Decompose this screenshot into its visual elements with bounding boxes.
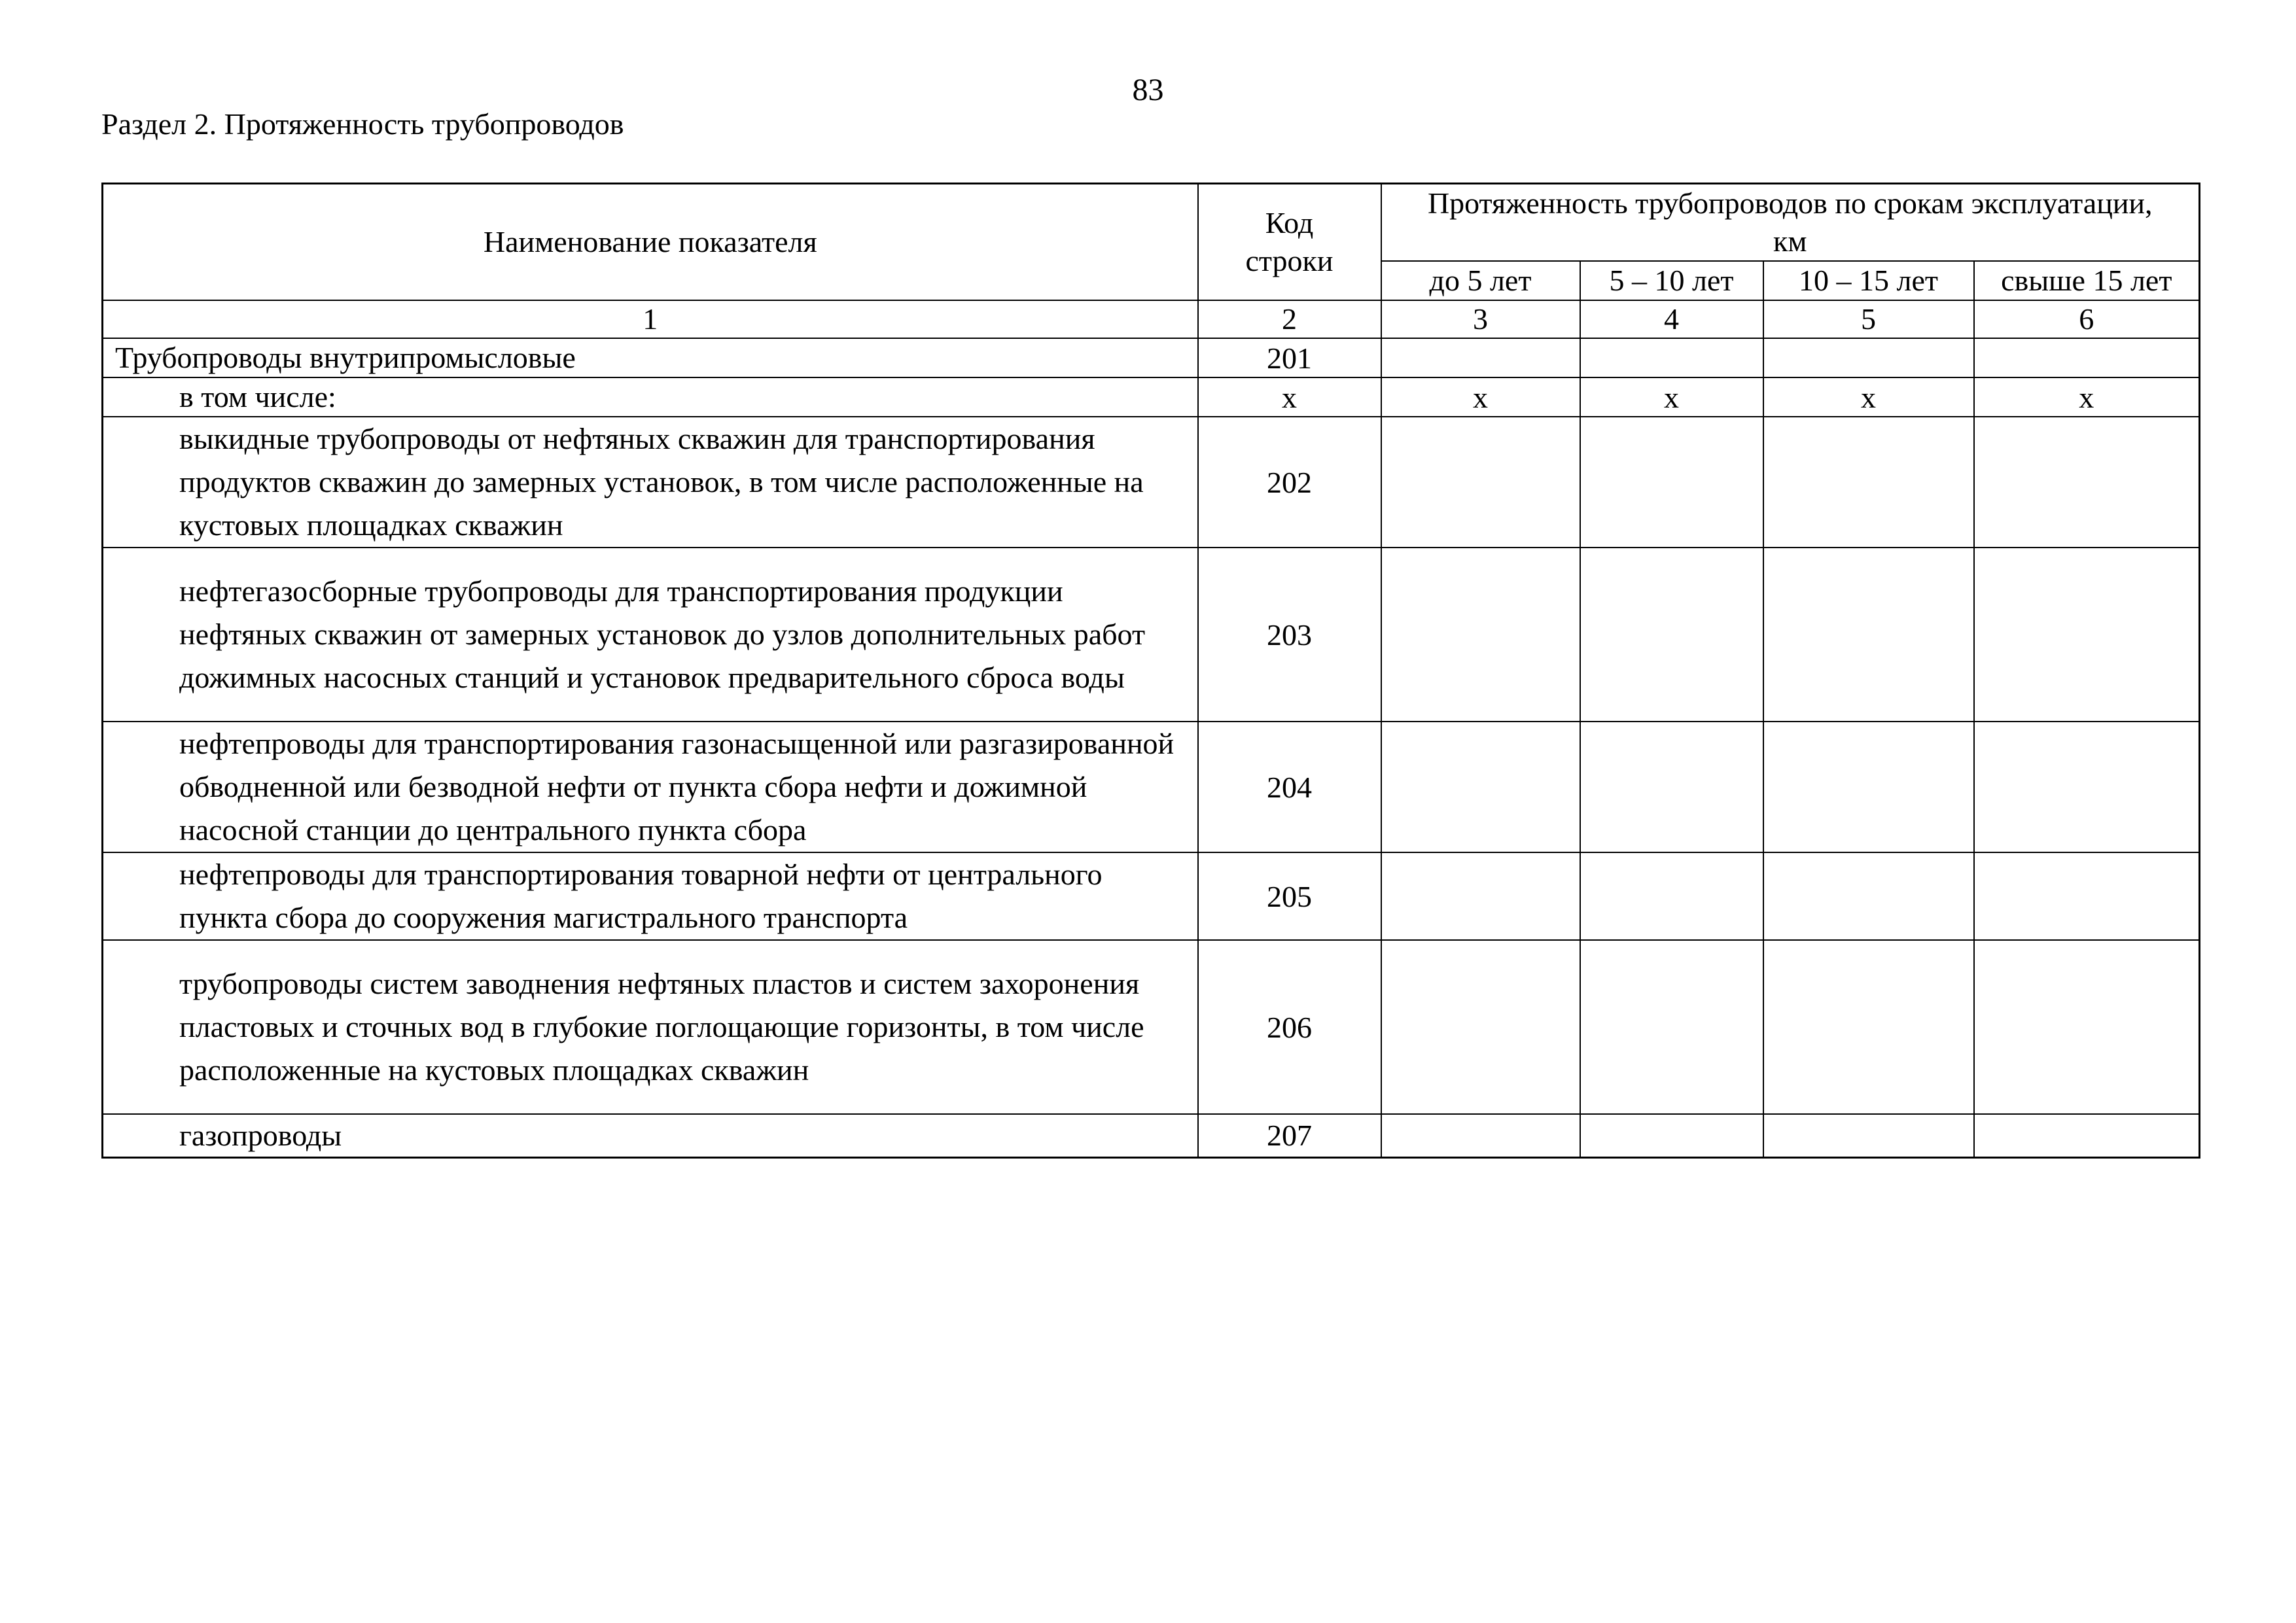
value-cell [1580, 852, 1763, 940]
row-name: Трубопроводы внутрипромысловые [103, 338, 1198, 377]
row-code: 204 [1198, 722, 1381, 852]
value-cell [1381, 338, 1580, 377]
value-cell [1763, 338, 1974, 377]
value-cell [1381, 1114, 1580, 1157]
column-number: 2 [1198, 300, 1381, 338]
header-group: Протяженность трубопроводов по срокам эксплуатации, км [1381, 184, 2200, 262]
column-number: 5 [1763, 300, 1974, 338]
row-name: нефтегазосборные трубопроводы для транспортирования продукции нефтяных скважин от замерных установок до узлов дополнительных работ дожимных насосных станций и установок предварительного сброса воды [103, 548, 1198, 722]
row-name: нефтепроводы для транспортирования газонасыщенной или разгазированной обводненной или безводной нефти от пункта сбора нефти и дожимной насосной станции до центрального пункта сбора [103, 722, 1198, 852]
value-cell [1763, 722, 1974, 852]
value-cell [1763, 548, 1974, 722]
value-cell [1580, 548, 1763, 722]
column-number: 4 [1580, 300, 1763, 338]
value-cell [1381, 417, 1580, 548]
value-cell [1974, 722, 2200, 852]
value-cell [1974, 852, 2200, 940]
row-name: газопроводы [103, 1114, 1198, 1157]
value-cell [1974, 417, 2200, 548]
column-number: 3 [1381, 300, 1580, 338]
row-name: трубопроводы систем заводнения нефтяных пластов и систем захоронения пластовых и сточных вод в глубокие поглощающие горизонты, в том числе расположенные на кустовых площадках скважин [103, 940, 1198, 1114]
column-number: 6 [1974, 300, 2200, 338]
value-cell [1580, 940, 1763, 1114]
value-cell [1381, 722, 1580, 852]
pipeline-length-table [101, 183, 2200, 1159]
value-cell [1381, 548, 1580, 722]
row-code: x [1198, 377, 1381, 417]
value-cell [1580, 338, 1763, 377]
page-number: 83 [1132, 73, 1164, 107]
table-row [103, 940, 2200, 1114]
table-row [103, 852, 2200, 940]
value-cell [1763, 1114, 1974, 1157]
row-code: 203 [1198, 548, 1381, 722]
table-row [103, 548, 2200, 722]
row-code: 205 [1198, 852, 1381, 940]
header-period-1: до 5 лет [1381, 261, 1580, 300]
value-cell [1580, 722, 1763, 852]
table-row [103, 377, 2200, 417]
row-name: выкидные трубопроводы от нефтяных скважин для транспортирования продуктов скважин до замерных установок, в том числе расположенные на кустовых площадках скважин [103, 417, 1198, 548]
value-cell: x [1763, 377, 1974, 417]
row-name: в том числе: [103, 377, 1198, 417]
header-period-4: свыше 15 лет [1974, 261, 2200, 300]
value-cell [1580, 1114, 1763, 1157]
table-row [103, 722, 2200, 852]
value-cell [1580, 417, 1763, 548]
value-cell [1763, 940, 1974, 1114]
row-code: 206 [1198, 940, 1381, 1114]
table-row [103, 417, 2200, 548]
header-name: Наименование показателя [103, 184, 1198, 301]
value-cell: x [1974, 377, 2200, 417]
header-period-2: 5 – 10 лет [1580, 261, 1763, 300]
row-code: 202 [1198, 417, 1381, 548]
value-cell: x [1580, 377, 1763, 417]
section-title: Раздел 2. Протяженность трубопроводов [101, 107, 624, 141]
header-period-3: 10 – 15 лет [1763, 261, 1974, 300]
row-code: 201 [1198, 338, 1381, 377]
table-row [103, 1114, 2200, 1157]
value-cell [1381, 852, 1580, 940]
value-cell [1974, 338, 2200, 377]
header-code: Код строки [1198, 184, 1381, 301]
row-name: нефтепроводы для транспортирования товарной нефти от центрального пункта сбора до сооружения магистрального транспорта [103, 852, 1198, 940]
column-number: 1 [103, 300, 1198, 338]
value-cell [1381, 940, 1580, 1114]
value-cell [1763, 417, 1974, 548]
value-cell [1974, 548, 2200, 722]
value-cell [1974, 940, 2200, 1114]
value-cell: x [1381, 377, 1580, 417]
column-numbers-row [103, 300, 2200, 338]
value-cell [1974, 1114, 2200, 1157]
value-cell [1763, 852, 1974, 940]
table-row [103, 338, 2200, 377]
row-code: 207 [1198, 1114, 1381, 1157]
